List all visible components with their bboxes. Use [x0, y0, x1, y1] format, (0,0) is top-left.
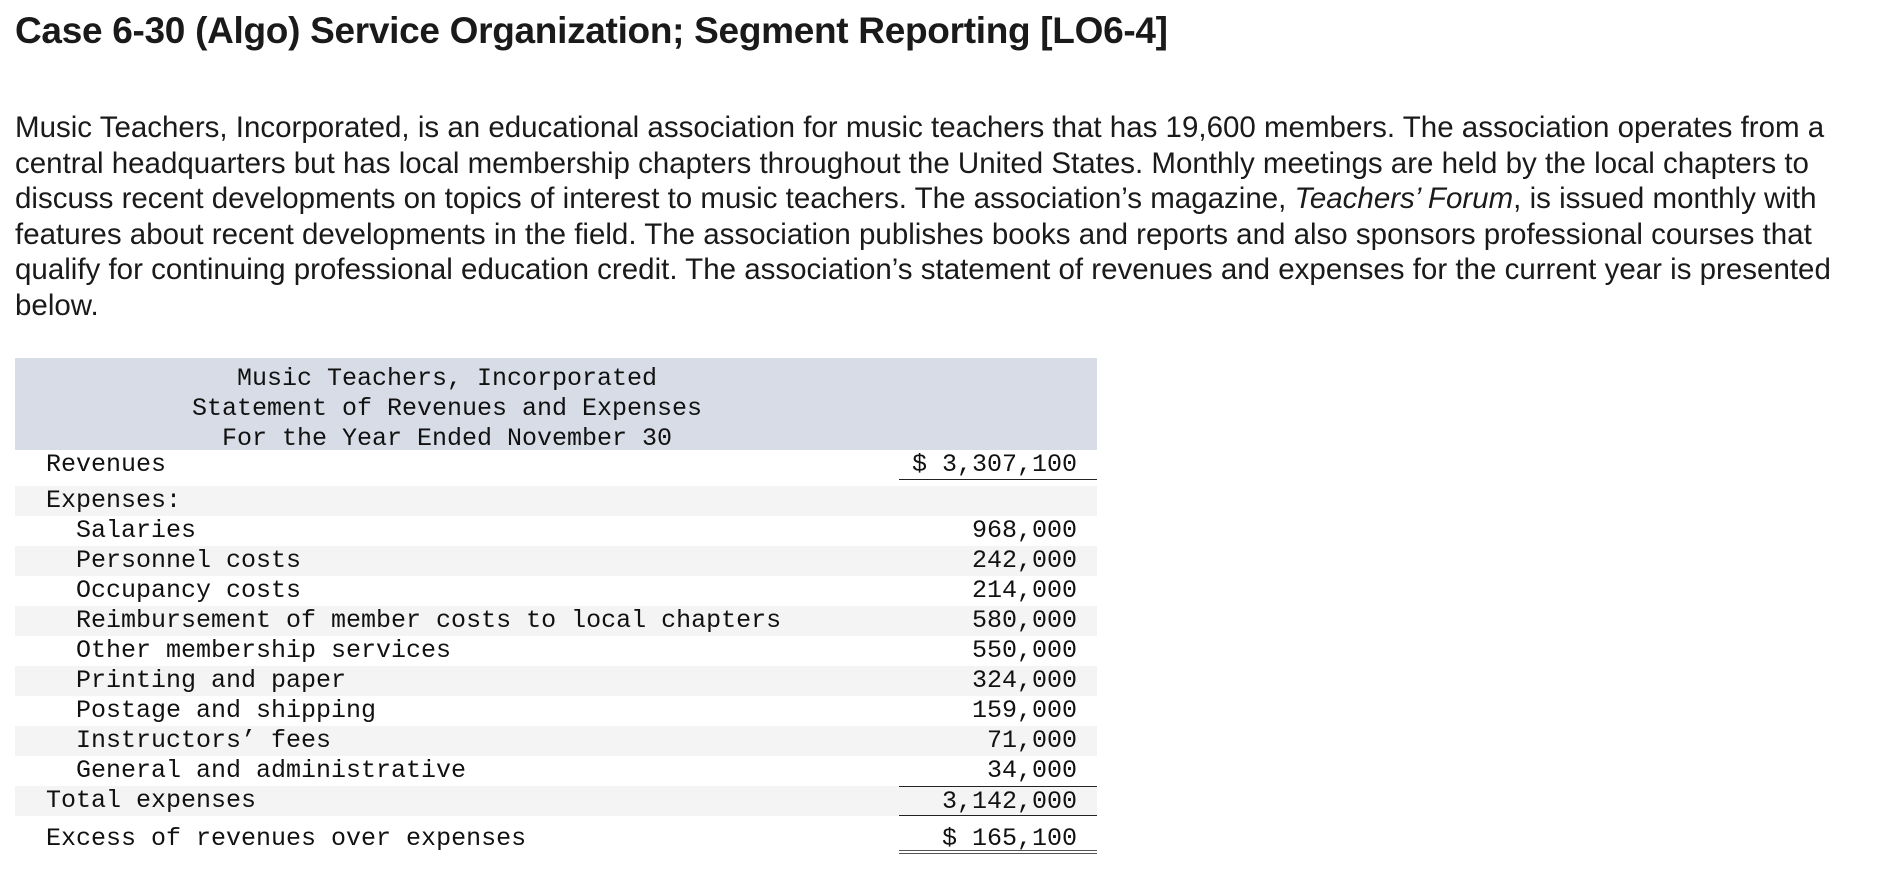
income-statement-table [15, 358, 1097, 854]
expense-label: General and administrative [76, 756, 467, 785]
expense-label: Printing and paper [76, 666, 347, 695]
expense-row [15, 606, 1097, 636]
description-part-2: , is issued monthly with features about recent developments in the field. The association publishes books and reports and also sponsors professional courses that qualify for continuing professional education credit. The association’s statement of revenues and expenses for the current year is presented below. [15, 182, 1831, 322]
total-expenses-row [15, 786, 1097, 816]
expense-label: Reimbursement of member costs to local chapters [76, 606, 782, 635]
expense-label: Other membership services [76, 636, 452, 665]
expense-label: Salaries [76, 516, 197, 545]
expense-label: Postage and shipping [76, 696, 377, 725]
excess-label: Excess of revenues over expenses [46, 824, 527, 853]
expense-amount: 968,000 [971, 516, 1077, 545]
excess-row [15, 824, 1097, 854]
expense-amount: 550,000 [971, 636, 1077, 665]
expense-row [15, 696, 1097, 726]
expense-amount: 242,000 [971, 546, 1077, 575]
magazine-title: Teachers’ Forum [1294, 182, 1514, 216]
revenues-row [15, 450, 1097, 480]
total-expenses-label: Total expenses [46, 786, 257, 815]
revenues-label: Revenues [46, 450, 167, 479]
expense-row [15, 756, 1097, 786]
page-title: Case 6-30 (Algo) Service Organization; Segment Reporting [LO6-4] [15, 10, 1168, 51]
expense-row [15, 546, 1097, 576]
expense-row [15, 726, 1097, 756]
statement-company: Music Teachers, Incorporated [236, 364, 658, 393]
expenses-heading-row [15, 486, 1097, 516]
expense-label: Occupancy costs [76, 576, 302, 605]
expense-amount: 34,000 [986, 756, 1077, 785]
expense-row [15, 636, 1097, 666]
expense-label: Instructors’ fees [76, 726, 332, 755]
expense-amount: 324,000 [971, 666, 1077, 695]
expense-row [15, 666, 1097, 696]
total-expenses-amount: 3,142,000 [899, 786, 1097, 816]
expenses-label: Expenses: [46, 486, 182, 515]
expense-amount: 580,000 [971, 606, 1077, 635]
case-description [15, 110, 1885, 324]
statement-period: For the Year Ended November 30 [221, 424, 673, 453]
excess-amount: $ 165,100 [899, 824, 1097, 854]
expense-amount: 214,000 [971, 576, 1077, 605]
expense-amount: 159,000 [971, 696, 1077, 725]
statement-header [15, 358, 1097, 453]
expense-row [15, 516, 1097, 546]
expense-row [15, 576, 1097, 606]
expense-amount: 71,000 [986, 726, 1077, 755]
expense-label: Personnel costs [76, 546, 302, 575]
statement-name: Statement of Revenues and Expenses [191, 394, 703, 423]
description-part-1: Music Teachers, Incorporated, is an educational association for music teachers that has 19,600 members. The association operates from a central headquarters but has local membership chapters throughout the United States. Monthly meetings are held by the local chapters to discuss recent developments on topics of interest to music teachers. The association’s magazine, [15, 111, 1825, 216]
revenues-amount: $ 3,307,100 [899, 450, 1097, 480]
